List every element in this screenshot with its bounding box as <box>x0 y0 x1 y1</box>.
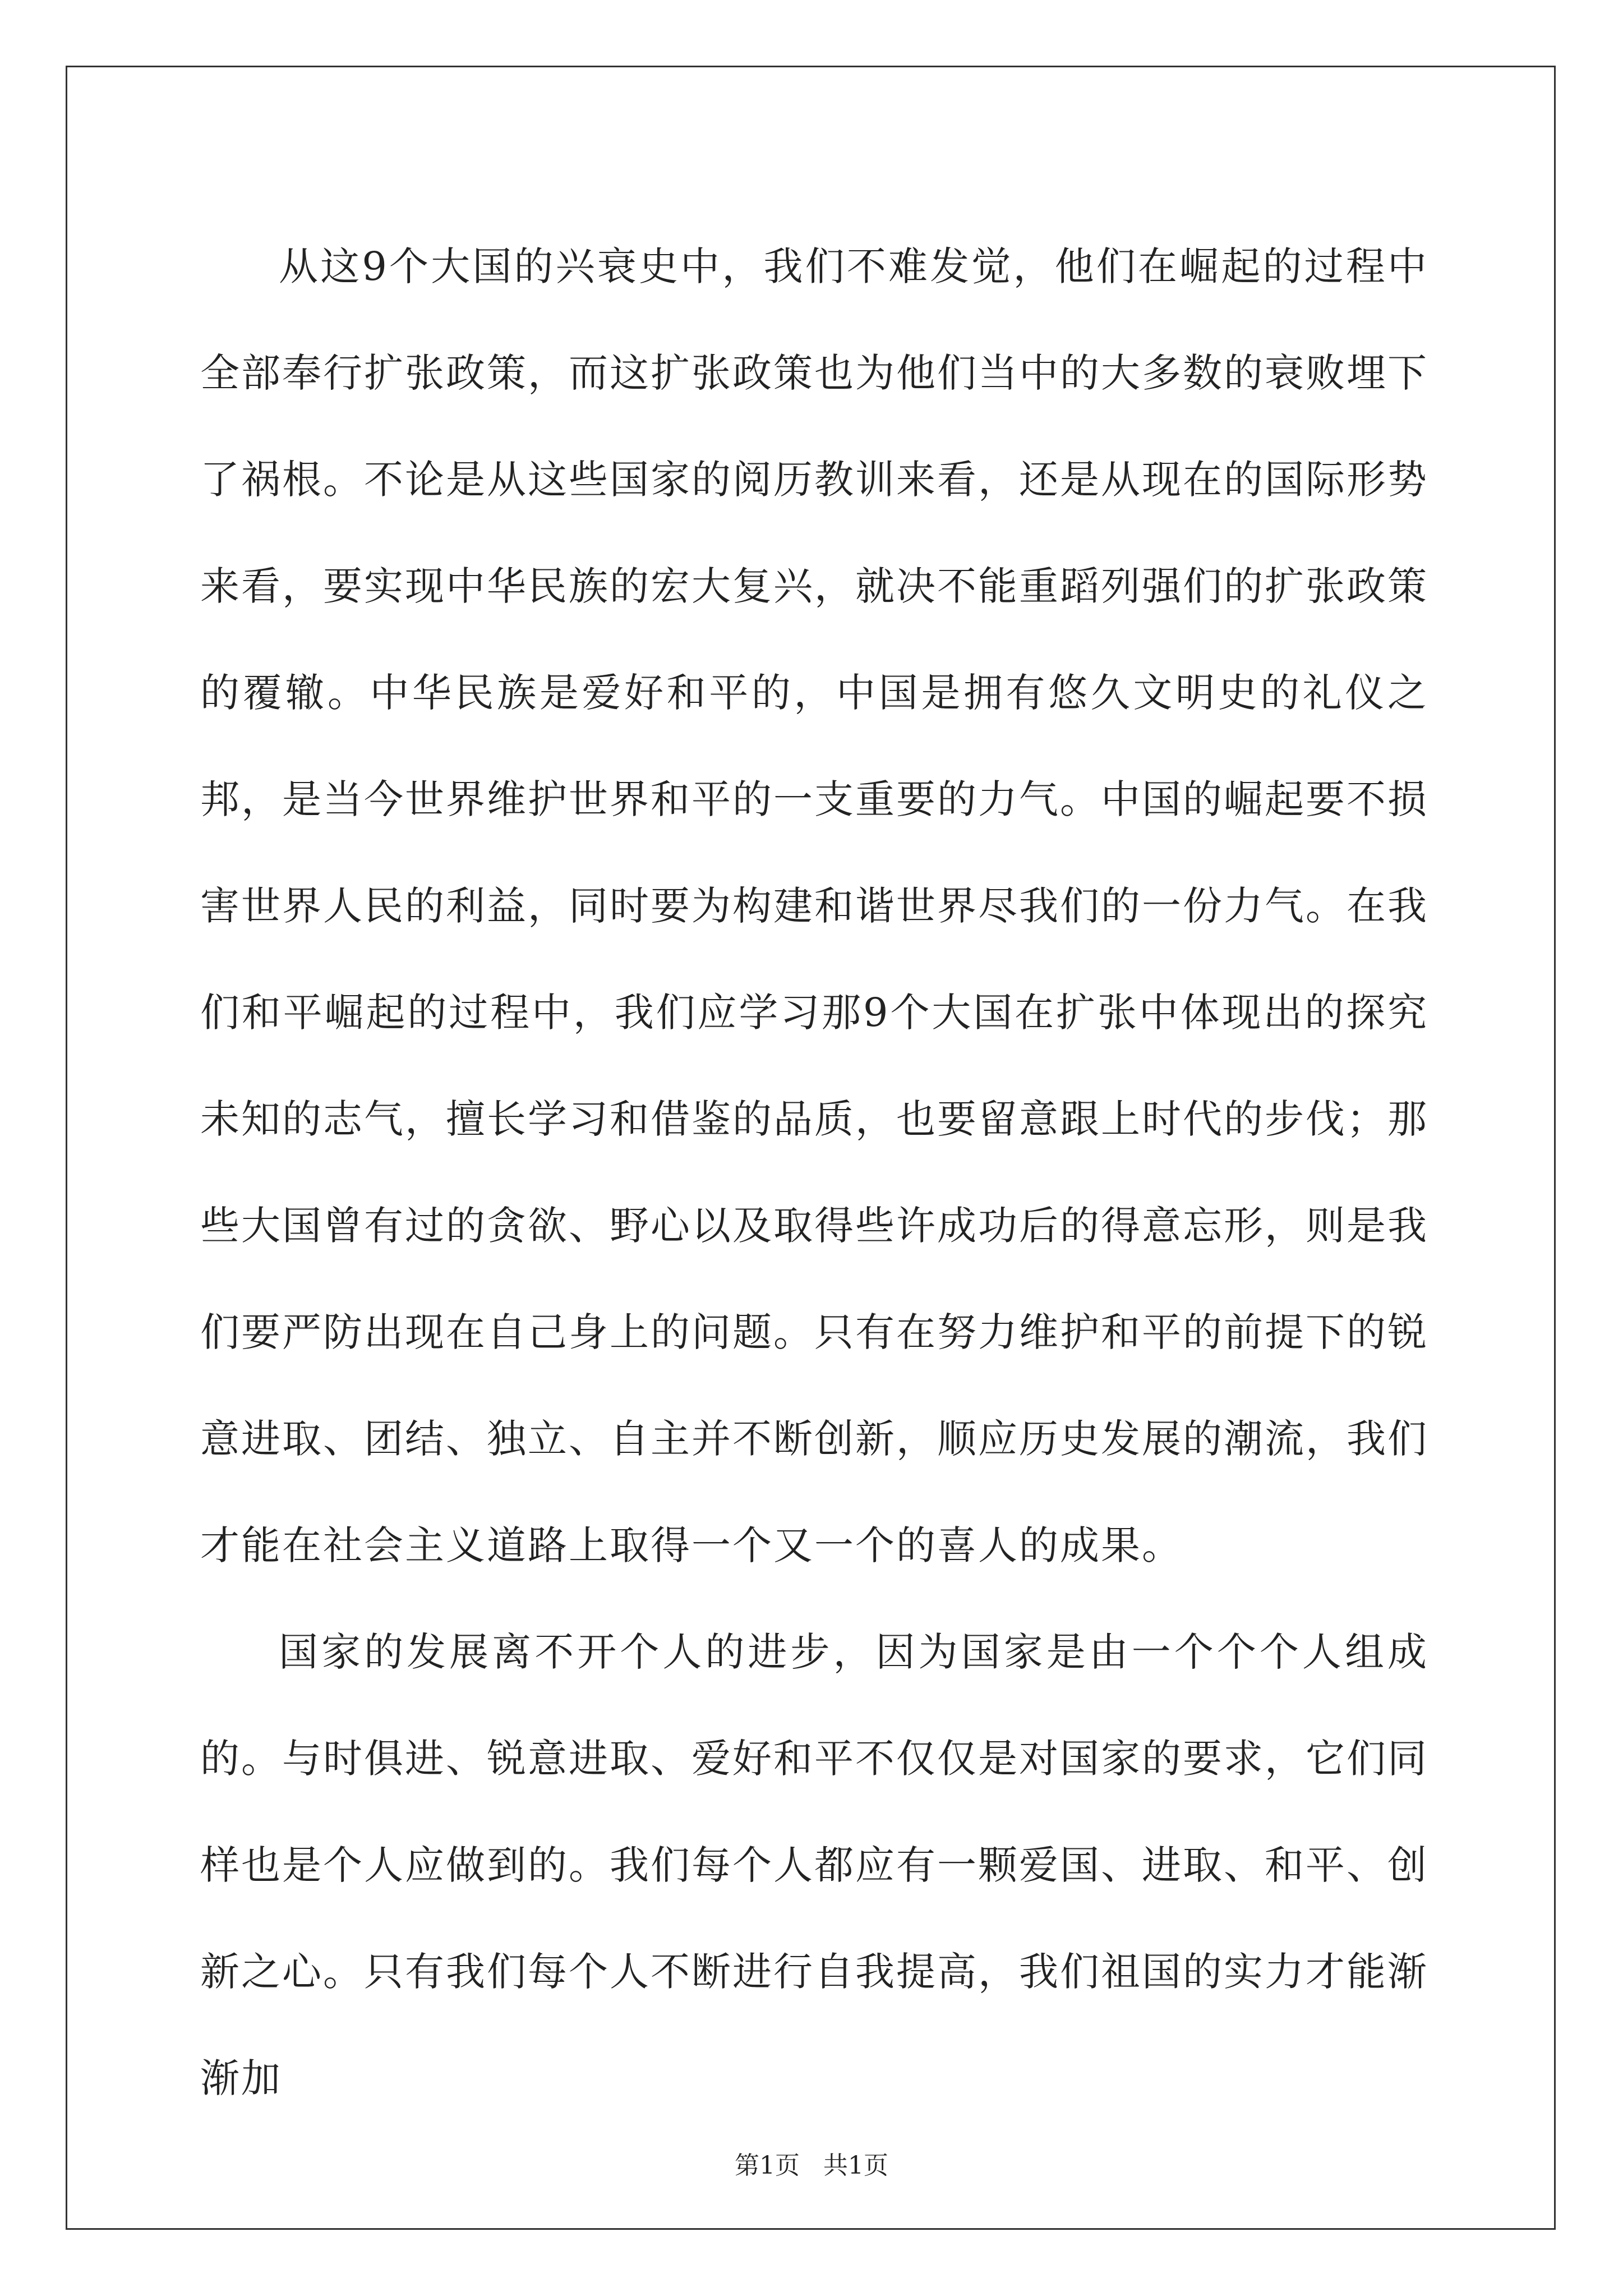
paragraph-1: 从这9个大国的兴衰史中，我们不难发觉，他们在崛起的过程中全部奉行扩张政策，而这扩张政策也为他们当中的大多数的衰败埋下了祸根。不论是从这些国家的阅历教训来看，还是从现在的国际形势来看，要实现中华民族的宏大复兴，就决不能重蹈列强们的扩张政策的覆辙。中华民族是爱好和平的，中国是拥有悠久文明史的礼仪之邦，是当今世界维护世界和平的一支重要的力气。中国的崛起要不损害世界人民的利益，同时要为构建和谐世界尽我们的一份力气。在我们和平崛起的过程中，我们应学习那9个大国在扩张中体现出的探究未知的志气，擅长学习和借鉴的品质，也要留意跟上时代的步伐；那些大国曾有过的贪欲、野心以及取得些许成功后的得意忘形，则是我们要严防出现在自己身上的问题。只有在努力维护和平的前提下的锐意进取、团结、独立、自主并不断创新，顺应历史发展的潮流，我们才能在社会主义道路上取得一个又一个的喜人的成果。 <box>200 243 1428 1568</box>
page-footer: 第1页 共1页 <box>735 2151 888 2180</box>
paragraph-2: 国家的发展离不开个人的进步，因为国家是由一个个个人组成的。与时俱进、锐意进取、爱好和平不仅仅是对国家的要求，它们同样也是个人应做到的。我们每个人都应有一颗爱国、进取、和平、创新之心。只有我们每个人不断进行自我提高，我们祖国的实力才能渐渐加 <box>200 1629 1428 2101</box>
document-body <box>200 213 1428 2132</box>
